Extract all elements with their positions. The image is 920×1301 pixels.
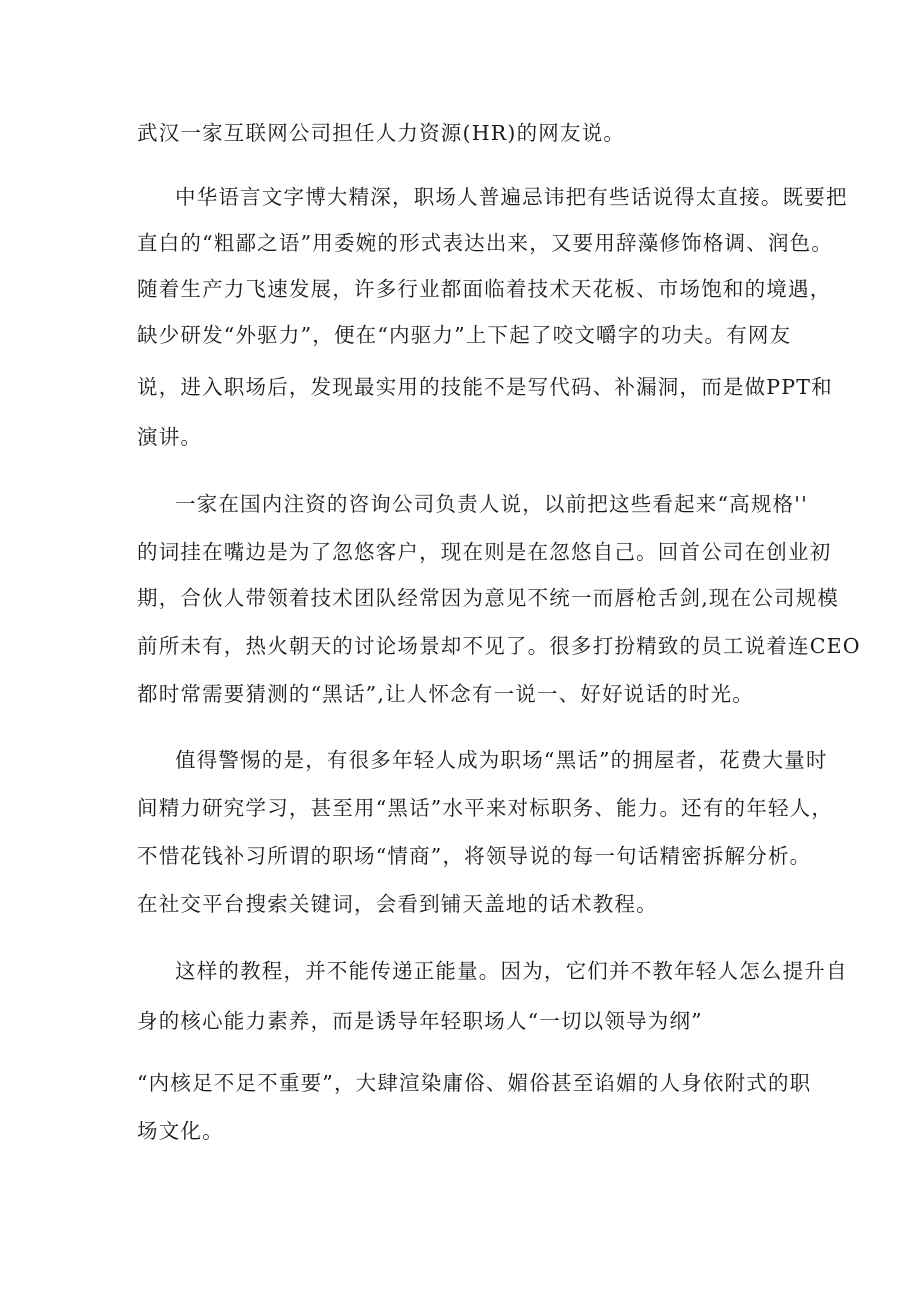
text-line: 身的核心能力素养，而是诱导年轻职场人“一切以领导为纲” bbox=[137, 1009, 703, 1033]
text-line: 中华语言文字博大精深，职场人普遍忌讳把有些话说得太直接。既要把 bbox=[175, 185, 848, 209]
text-line: 值得警惕的是，有很多年轻人成为职场“黑话”的拥屋者，花费大量时 bbox=[175, 748, 828, 772]
text-line: 缺少研发“外驱力”，便在“内驱力”上下起了咬文嚼字的功夫。有网友 bbox=[137, 323, 792, 347]
text-line: 前所未有，热火朝天的讨论场景却不见了。很多打扮精致的员工说着连CEO bbox=[137, 634, 861, 658]
text-line: 一家在国内注资的咨询公司负责人说，以前把这些看起来“高规格'' bbox=[175, 492, 808, 516]
text-line: 直白的“粗鄙之语”用委婉的形式表达出来，又要用辞藻修饰格调、润色。 bbox=[137, 231, 834, 255]
text-line: 这样的教程，并不能传递正能量。因为，它们并不教年轻人怎么提升自 bbox=[175, 959, 848, 983]
text-line: 随着生产力飞速发展，许多行业都面临着技术天花板、市场饱和的境遇， bbox=[137, 277, 832, 301]
text-line: 说，进入职场后，发现最实用的技能不是写代码、补漏洞，而是做PPT和 bbox=[137, 375, 833, 399]
text-line: “内核足不足不重要”，大肆渲染庸俗、媚俗甚至谄媚的人身依附式的职 bbox=[137, 1071, 812, 1095]
text-line: 武汉一家互联网公司担任人力资源(HR)的网友说。 bbox=[137, 121, 626, 145]
text-line: 的词挂在嘴边是为了忽悠客户，现在则是在忽悠自己。回首公司在创业初 bbox=[137, 540, 832, 564]
text-line: 在社交平台搜索关键词，会看到铺天盖地的话术教程。 bbox=[137, 892, 658, 916]
text-line: 间精力研究学习，甚至用“黑话”水平来对标职务、能力。还有的年轻人， bbox=[137, 796, 834, 820]
text-line: 都时常需要猜测的“黑话”,让人怀念有一说一、好好说话的时光。 bbox=[137, 682, 754, 706]
text-line: 期，合伙人带领着技术团队经常因为意见不统一而唇枪舌剑,现在公司规模 bbox=[137, 586, 840, 610]
text-line: 不惜花钱补习所谓的职场“情商”，将领导说的每一句话精密拆解分析。 bbox=[137, 844, 812, 868]
text-line: 场文化。 bbox=[137, 1119, 224, 1143]
text-line: 演讲。 bbox=[137, 425, 203, 449]
